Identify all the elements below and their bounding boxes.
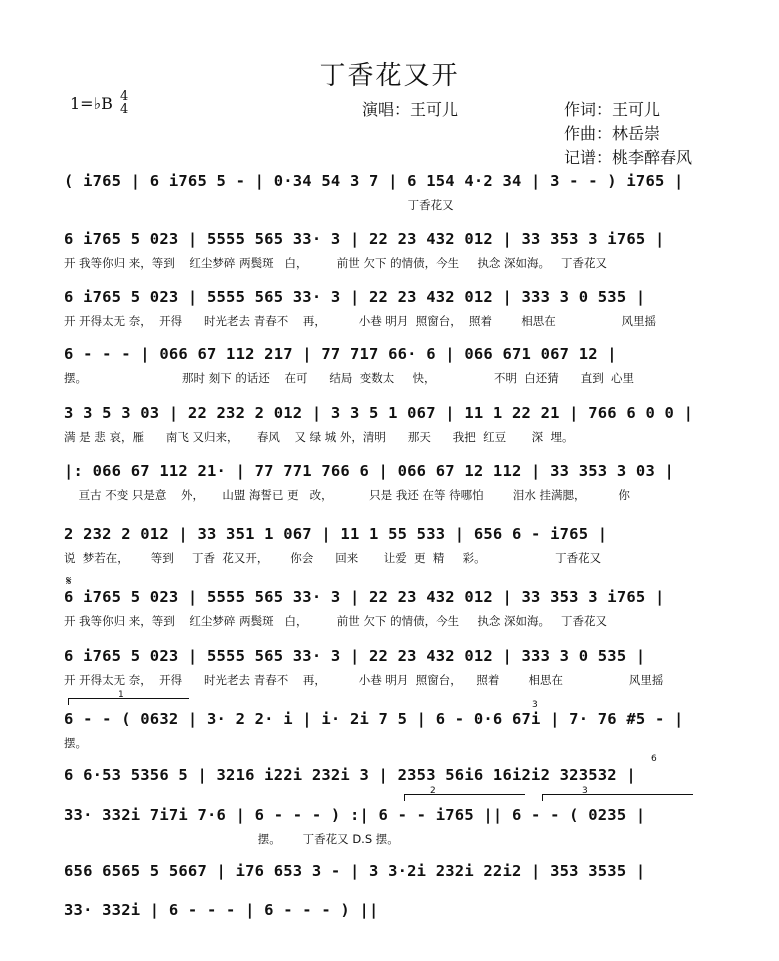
notation-line: 6 i765 5 023 | 5555 565 33· 3 | 22 23 432 012 | 333 3 0 535 | [64,647,646,665]
notation-line: 33· 332i | 6 - - - | 6 - - - ) || [64,901,379,919]
notation-line: 6 i765 5 023 | 5555 565 33· 3 | 22 23 432 012 | 333 3 0 535 | [64,288,646,306]
time-signature-bottom: 4 [120,102,129,117]
volta-bracket-1 [68,698,189,705]
lyric-line: 开 开得太无 奈， 开得 时光老去 青春不 再， 小巷 明月 照窗台， 照着 相思在 风里摇 [64,673,664,687]
volta-number-2: 2 [430,786,436,796]
notation-line: |: 066 67 112 21· | 77 771 766 6 | 066 67 12 112 | 33 353 3 03 | [64,462,675,480]
volta-number-3: 3 [582,786,588,796]
lyric-line: 摆。 丁香花又 D.S 摆。 [64,832,399,846]
tuplet-mark: 3 [532,700,538,710]
notation-line: 2 232 2 012 | 33 351 1 067 | 11 1 55 533 | 656 6 - i765 | [64,525,608,543]
lyric-line: 开 开得太无 奈， 开得 时光老去 青春不 再， 小巷 明月 照窗台， 照着 相思在 风里摇 [64,314,657,328]
lyric-line: 摆。 那时 刻下 的话还 在可 结局 变数太 快， 不明 白还猜 直到 心里 [64,371,635,385]
notation-line: 33· 332i 7i7i 7·6 | 6 - - - ) :| 6 - - i765 || 6 - - ( 0235 | [64,806,646,824]
notation-line: 3 3 5 3 03 | 22 232 2 012 | 3 3 5 1 067 | 11 1 22 21 | 766 6 0 0 | [64,404,694,422]
transcriber-credit: 记谱：桃李醉春风 [564,148,693,167]
notation-line: 656 6565 5 5667 | i76 653 3 - | 3 3·2i 232i 22i2 | 353 3535 | [64,862,646,880]
notation-line: 6 i765 5 023 | 5555 565 33· 3 | 22 23 432 012 | 33 353 3 i765 | [64,230,665,248]
lyric-line: 满 是 悲 哀，雁 南飞 又归来， 春风 又 绿 城 外，清明 那天 我把 红豆 深 埋。 [64,430,574,444]
key-signature: 1=♭B [70,94,113,113]
volta-number-1: 1 [118,690,124,700]
time-signature [120,90,128,116]
tuplet-mark: 6 [651,754,657,764]
volta-bracket-2 [404,794,525,801]
notation-line: 6 6·53 5356 5 | 3216 i22i 232i 3 | 2353 56i6 16i2i2 323532 | [64,766,636,784]
notation-line: ( i765 | 6 i765 5 - | 0·34 54 3 7 | 6 154 4·2 34 | 3 - - ) i765 | [64,172,684,190]
singer-credit: 演唱：王可儿 [362,100,459,119]
segno-sign: 𝄋 [66,574,72,589]
volta-bracket-3 [542,794,693,801]
time-signature-top: 4 [120,89,129,104]
lyric-line: 亘古 不变 只是意 外， 山盟 海誓已 更 改， 只是 我还 在等 待哪怕 泪水 挂满腮， 你 [64,488,630,502]
lyric-line: 开 我等你归 来，等到 红尘梦碎 两鬓斑 白， 前世 欠下 的情债，今生 执念 深如海。 丁香花又 [64,614,608,628]
song-title: 丁香花又开 [319,61,460,91]
composer-credit: 作曲：林岳崇 [564,124,661,143]
lyricist-credit: 作词：王可儿 [564,100,661,119]
notation-line: 6 - - - | 066 67 112 217 | 77 717 66· 6 | 066 671 067 12 | [64,345,617,363]
lyric-line: 丁香花又 [64,198,454,212]
lyric-line: 说 梦若在， 等到 丁香 花又开， 你会 回来 让爱 更 精 彩。 丁香花又 [64,551,602,565]
notation-line: 6 i765 5 023 | 5555 565 33· 3 | 22 23 432 012 | 33 353 3 i765 | [64,588,665,606]
lyric-line: 开 我等你归 来，等到 红尘梦碎 两鬓斑 白， 前世 欠下 的情债，今生 执念 深如海。 丁香花又 [64,256,608,270]
lyric-line: 摆。 [64,736,87,750]
notation-line: 6 - - ( 0632 | 3· 2 2· i | i· 2i 7 5 | 6 - 0·6 67i | 7· 76 #5 - | [64,710,684,728]
